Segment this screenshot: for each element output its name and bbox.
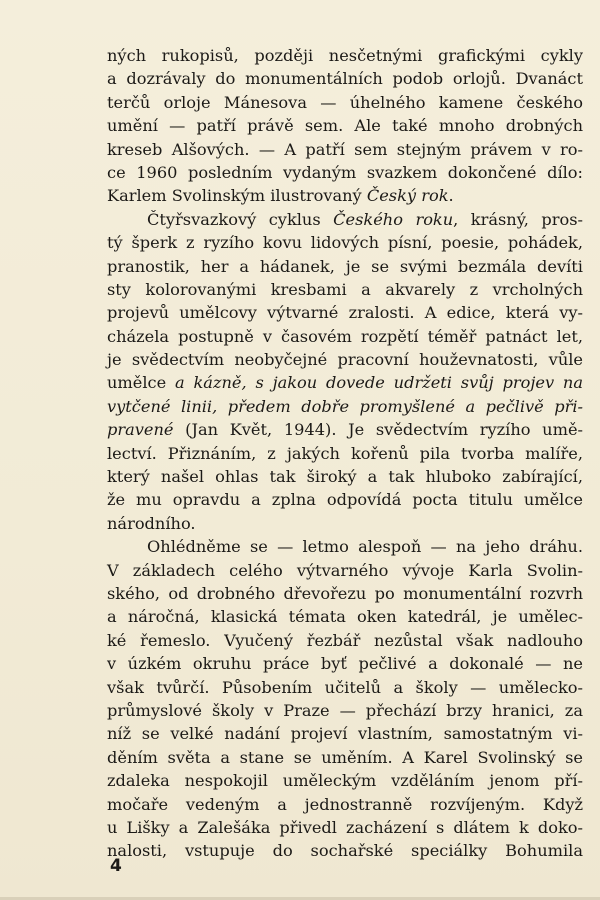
body-text bbox=[107, 44, 583, 863]
text-line bbox=[107, 629, 583, 652]
text-line bbox=[107, 816, 583, 839]
text-line bbox=[107, 793, 583, 816]
text-line bbox=[107, 512, 583, 535]
text-line bbox=[107, 442, 583, 465]
italic-text: pravené bbox=[107, 420, 174, 440]
text-run: projevů umělcovy výtvarné zralosti. A edice, která vy- bbox=[107, 303, 583, 323]
text-line bbox=[107, 418, 583, 441]
text-line bbox=[107, 559, 583, 582]
text-line bbox=[107, 465, 583, 488]
text-line bbox=[107, 839, 583, 862]
text-line bbox=[107, 348, 583, 371]
text-run: zdaleka nespokojil uměleckým vzděláním jenom pří- bbox=[107, 771, 583, 791]
italic-text: Český rok bbox=[366, 186, 449, 206]
italic-text: Českého roku bbox=[333, 209, 454, 229]
text-line bbox=[107, 699, 583, 722]
text-run: níž se velké nadání projeví vlastním, samostatným vi- bbox=[107, 724, 583, 744]
text-line bbox=[107, 231, 583, 254]
text-line bbox=[107, 255, 583, 278]
text-run: Karlem Svolinským ilustrovaný bbox=[107, 186, 367, 206]
text-line bbox=[107, 535, 583, 558]
text-run: v úzkém okruhu práce byť pečlivé a dokonalé — ne bbox=[107, 654, 583, 674]
text-run: cházela postupně v časovém rozpětí téměř patnáct let, bbox=[107, 326, 583, 346]
text-run: u Lišky a Zalešáka přivedl zacházení s dlátem k doko- bbox=[107, 817, 583, 837]
text-run: tý šperk z ryzího kovu lidových písní, poesie, pohádek, bbox=[107, 233, 583, 253]
text-line bbox=[107, 161, 583, 184]
text-run: průmyslové školy v Praze — přechází brzy hranici, za bbox=[107, 700, 583, 720]
text-run: a náročná, klasická témata oken katedrál, je umělec- bbox=[107, 607, 583, 627]
text-run: umělce bbox=[107, 373, 176, 393]
text-run: je svědectvím neobyčejné pracovní houževnatosti, vůle bbox=[107, 350, 583, 370]
paragraph bbox=[107, 208, 583, 535]
text-run: však tvůrčí. Působením učitelů a školy — umělecko- bbox=[107, 677, 583, 697]
text-run: ce 1960 posledním vydaným svazkem dokončené dílo: bbox=[107, 162, 583, 182]
text-line bbox=[107, 769, 583, 792]
text-line bbox=[107, 746, 583, 769]
text-run: , krásný, pros- bbox=[453, 209, 583, 229]
paragraph bbox=[107, 44, 583, 208]
text-line bbox=[107, 652, 583, 675]
text-run: kreseb Alšových. — A patří sem stejným právem v ro- bbox=[107, 139, 583, 159]
text-run: lectví. Přiznáním, z jakých kořenů pila tvorba malíře, bbox=[107, 443, 583, 463]
italic-text: a kázně, s jakou dovede udržeti svůj projev na bbox=[175, 373, 583, 393]
text-line bbox=[107, 488, 583, 511]
text-run: sty kolorovanými kresbami a akvarely z vrcholných bbox=[107, 279, 583, 299]
text-run: . bbox=[448, 186, 454, 206]
text-run: ského, od drobného dřevořezu po monumentální rozvrh bbox=[107, 583, 583, 603]
text-line bbox=[107, 605, 583, 628]
text-line bbox=[107, 301, 583, 324]
text-run: Ohlédněme se — letmo alespoň — na jeho dráhu. bbox=[147, 537, 583, 557]
text-run: ké řemeslo. Vyučený řezbář nezůstal však nadlouho bbox=[107, 630, 583, 650]
italic-text: vytčené linii, předem dobře promyšlené a pečlivě při- bbox=[107, 396, 583, 416]
text-run: umění — patří právě sem. Ale také mnoho drobných bbox=[107, 116, 583, 136]
text-run: ných rukopisů, později nesčetnými grafickými cykly bbox=[107, 46, 583, 65]
text-line bbox=[107, 722, 583, 745]
text-run: že mu opravdu a zplna odpovídá pocta titulu umělce bbox=[107, 490, 583, 510]
text-run: který našel ohlas tak široký a tak hluboko zabírající, bbox=[107, 467, 583, 487]
text-run: močaře vedeným a jednostranně rozvíjeným. Když bbox=[107, 794, 583, 814]
text-run: děním světa a stane se uměním. A Karel Svolinský se bbox=[107, 747, 583, 767]
page-number: 4 bbox=[110, 856, 122, 876]
text-line bbox=[107, 582, 583, 605]
text-line bbox=[107, 676, 583, 699]
text-run: V základech celého výtvarného vývoje Karla Svolin- bbox=[107, 560, 583, 580]
text-line bbox=[107, 114, 583, 137]
text-line bbox=[107, 395, 583, 418]
text-line bbox=[107, 371, 583, 394]
text-line bbox=[107, 67, 583, 90]
text-run: Čtyřsvazkový cyklus bbox=[147, 209, 334, 229]
text-line bbox=[107, 325, 583, 348]
text-run: terčů orloje Mánesova — úhelného kamene českého bbox=[107, 92, 583, 112]
paragraph bbox=[107, 535, 583, 862]
text-line bbox=[107, 138, 583, 161]
text-line bbox=[107, 91, 583, 114]
text-line bbox=[107, 184, 583, 207]
text-run: pranostik, her a hádanek, je se svými bezmála devíti bbox=[107, 256, 583, 276]
text-run: národního. bbox=[107, 513, 196, 533]
text-run: a dozrávaly do monumentálních podob orlojů. Dvanáct bbox=[107, 69, 583, 89]
text-line bbox=[107, 278, 583, 301]
text-run: (Jan Květ, 1944). Je svědectvím ryzího umě- bbox=[173, 420, 583, 440]
text-line bbox=[107, 44, 583, 67]
text-run: nalosti, vstupuje do sochařské speciálky Bohumila bbox=[107, 841, 583, 861]
text-line bbox=[107, 208, 583, 231]
